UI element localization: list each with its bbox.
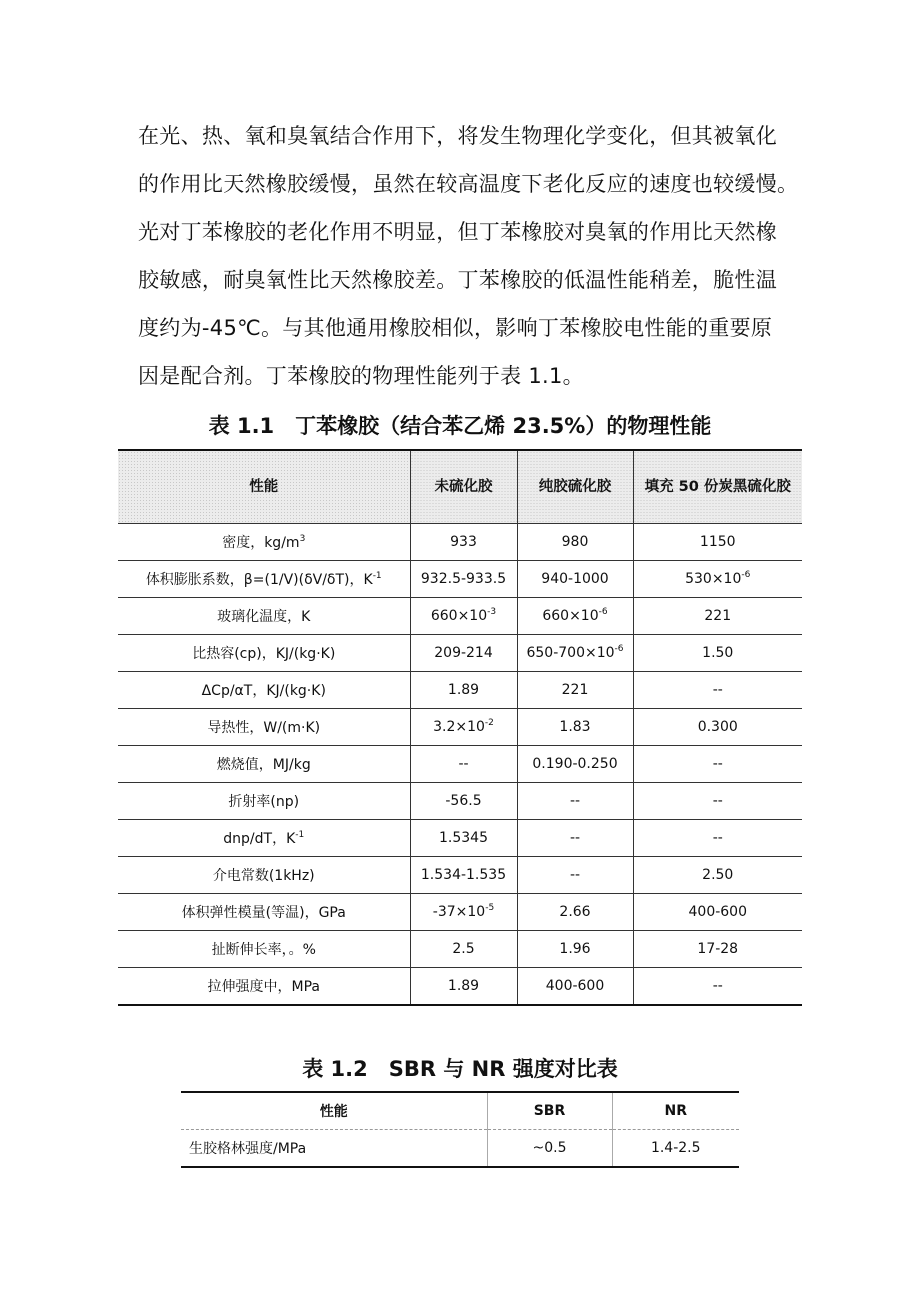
cell-value: -- [569, 867, 581, 883]
table-row [118, 561, 802, 598]
table-cell [410, 857, 517, 894]
cell-value: 221 [704, 608, 732, 624]
cell-value: -- [712, 756, 723, 772]
cell-value: -- [712, 830, 723, 846]
cell-exponent: -2 [484, 718, 494, 728]
cell-value: 导热性，W/(m·K) [207, 720, 321, 736]
cell-value: 400-600 [688, 904, 747, 920]
cell-exponent: -6 [614, 644, 624, 654]
table-cell [517, 524, 633, 561]
cell-value: 2.5 [452, 941, 475, 957]
paragraph-line: 因是配合剂。丁苯橡胶的物理性能列于表 1.1。 [138, 364, 584, 388]
cell-value: 0.190-0.250 [532, 756, 618, 772]
table-cell [118, 820, 410, 857]
table-cell [118, 672, 410, 709]
table-cell [118, 783, 410, 820]
cell-value: 933 [450, 534, 477, 550]
cell-value: -- [712, 682, 723, 698]
table-cell [633, 598, 802, 635]
table-header-row [181, 1092, 739, 1130]
table-row [118, 857, 802, 894]
cell-value: 1.5345 [439, 830, 488, 846]
cell-value: -56.5 [445, 793, 482, 809]
table-cell [118, 635, 410, 672]
table-row [118, 820, 802, 857]
table-cell [517, 783, 633, 820]
table-cell [410, 931, 517, 968]
table-cell [118, 709, 410, 746]
table-cell [118, 894, 410, 931]
table-cell [633, 561, 802, 598]
cell-value: 400-600 [545, 978, 605, 994]
table-cell [410, 783, 517, 820]
table-header-row [118, 450, 802, 524]
table-cell [633, 524, 802, 561]
cell-value: 221 [561, 682, 589, 698]
table-row [118, 746, 802, 783]
cell-value: 3.2×10 [433, 719, 485, 735]
table-cell [410, 672, 517, 709]
header-nr: NR [612, 1092, 739, 1130]
cell-value: 1.89 [447, 682, 480, 698]
table-cell [118, 931, 410, 968]
cell-value: -- [712, 978, 723, 994]
table-cell [410, 635, 517, 672]
table-row [118, 598, 802, 635]
table-row [118, 635, 802, 672]
paragraph-line: 光对丁苯橡胶的老化作用不明显，但丁苯橡胶对臭氧的作用比天然橡 [138, 220, 777, 244]
cell-value: 660×10 [542, 608, 599, 624]
table-cell [410, 746, 517, 783]
cell-value: 932.5-933.5 [420, 571, 507, 587]
table-row [118, 783, 802, 820]
table-cell [410, 894, 517, 931]
cell-value: 1.89 [447, 978, 480, 994]
table-cell [118, 968, 410, 1006]
header-sbr: SBR [487, 1092, 612, 1130]
cell-value: 1.50 [702, 645, 734, 661]
header-gum-vulcanizate: 纯胶硫化胶 [517, 450, 633, 524]
table-row [118, 894, 802, 931]
table2-body [181, 1130, 739, 1168]
table-cell [633, 672, 802, 709]
table-cell [517, 746, 633, 783]
cell-value: 1.534-1.535 [420, 867, 507, 883]
paragraph-line: 胶敏感，耐臭氧性比天然橡胶差。丁苯橡胶的低温性能稍差，脆性温 [138, 268, 777, 292]
cell-exponent: -6 [598, 607, 608, 617]
cell-value: 530×10 [685, 571, 742, 587]
table-cell [633, 820, 802, 857]
table-cell [517, 820, 633, 857]
cell-value: 体积弹性模量(等温)，GPa [181, 905, 346, 921]
header-property: 性能 [181, 1092, 487, 1130]
cell-value: 980 [561, 534, 589, 550]
table-cell [118, 857, 410, 894]
cell-exponent: -5 [485, 903, 495, 913]
cell-value: 1150 [699, 534, 736, 550]
table-cell: ~0.5 [487, 1130, 612, 1168]
cell-value: 650-700×10 [526, 645, 615, 661]
table-row [118, 709, 802, 746]
body-paragraph [138, 112, 799, 400]
table-cell [118, 561, 410, 598]
cell-value: 玻璃化温度，K [217, 609, 311, 625]
cell-value: dnp/dT，K [223, 831, 296, 847]
cell-value: 17-28 [697, 941, 739, 957]
cell-exponent: -3 [487, 607, 497, 617]
table-cell [118, 524, 410, 561]
table-row [118, 968, 802, 1006]
table-cell [633, 894, 802, 931]
table-cell [517, 598, 633, 635]
cell-value: 燃烧值，MJ/kg [216, 757, 311, 773]
table-cell [410, 709, 517, 746]
table-cell [410, 524, 517, 561]
cell-value: 折射率(np) [228, 794, 300, 810]
cell-value: 扯断伸长率，。% [211, 942, 316, 958]
cell-value: 2.50 [702, 867, 734, 883]
table1-body [118, 524, 802, 1006]
cell-value: 0.300 [697, 719, 738, 735]
table-cell [517, 857, 633, 894]
table-cell [633, 746, 802, 783]
cell-value: 1.83 [559, 719, 591, 735]
cell-value: -37×10 [432, 904, 486, 920]
table-cell [118, 746, 410, 783]
cell-value: 密度，kg/m [222, 535, 300, 551]
physical-properties-table [118, 449, 802, 1006]
table-row [118, 672, 802, 709]
header-carbon-black-vulcanizate: 填充 50 份炭黑硫化胶 [633, 450, 802, 524]
header-unvulcanized: 未硫化胶 [410, 450, 517, 524]
paragraph-line: 度约为-45℃。与其他通用橡胶相似，影响丁苯橡胶电性能的重要原 [138, 316, 773, 340]
table-cell: 生胶格林强度/MPa [181, 1130, 487, 1168]
cell-exponent: -1 [372, 571, 382, 581]
table-cell [517, 635, 633, 672]
table-cell [633, 635, 802, 672]
cell-value: 209-214 [434, 645, 493, 661]
cell-value: 940-1000 [541, 571, 609, 587]
cell-value: 660×10 [430, 608, 488, 624]
table-row [118, 931, 802, 968]
cell-value: 体积膨胀系数，β=(1/V)(δV/δT)，K [145, 572, 373, 588]
cell-value: 1.96 [559, 941, 591, 957]
header-property: 性能 [118, 450, 410, 524]
table-cell [633, 968, 802, 1006]
table-cell [410, 598, 517, 635]
cell-value: 2.66 [559, 904, 591, 920]
table1-caption: 表 1.1 丁苯橡胶（结合苯乙烯 23.5%）的物理性能 [208, 414, 712, 438]
table-cell [517, 968, 633, 1006]
table-cell [410, 820, 517, 857]
cell-value: 介电常数(1kHz) [212, 868, 315, 884]
cell-value: -- [569, 793, 581, 809]
paragraph-line: 在光、热、氧和臭氧结合作用下，将发生物理化学变化，但其被氧化 [138, 124, 777, 148]
table-cell: 1.4-2.5 [650, 1140, 701, 1156]
cell-exponent: -1 [295, 830, 305, 840]
cell-value: -- [569, 830, 581, 846]
table-cell [410, 561, 517, 598]
cell-value: 拉伸强度中，MPa [207, 979, 320, 995]
cell-value: ΔCp/αT，KJ/(kg·K) [201, 683, 326, 699]
table-cell [517, 672, 633, 709]
table-cell [517, 931, 633, 968]
cell-value: -- [458, 756, 469, 772]
cell-exponent: -6 [741, 570, 751, 580]
table-cell [633, 931, 802, 968]
table-row [118, 524, 802, 561]
table-cell [517, 894, 633, 931]
table-cell [633, 783, 802, 820]
cell-exponent: 3 [299, 534, 306, 544]
table-cell [410, 968, 517, 1006]
table-row [181, 1130, 739, 1168]
table-cell [633, 857, 802, 894]
table-cell [118, 598, 410, 635]
cell-value: -- [712, 793, 723, 809]
table-cell [517, 561, 633, 598]
table-cell [633, 709, 802, 746]
table-cell [517, 709, 633, 746]
cell-value: 比热容(cp)，KJ/(kg·K) [192, 646, 336, 662]
sbr-nr-strength-table [181, 1091, 739, 1168]
table2-caption: 表 1.2 SBR 与 NR 强度对比表 [302, 1057, 618, 1081]
paragraph-line: 的作用比天然橡胶缓慢，虽然在较高温度下老化反应的速度也较缓慢。 [138, 172, 799, 196]
